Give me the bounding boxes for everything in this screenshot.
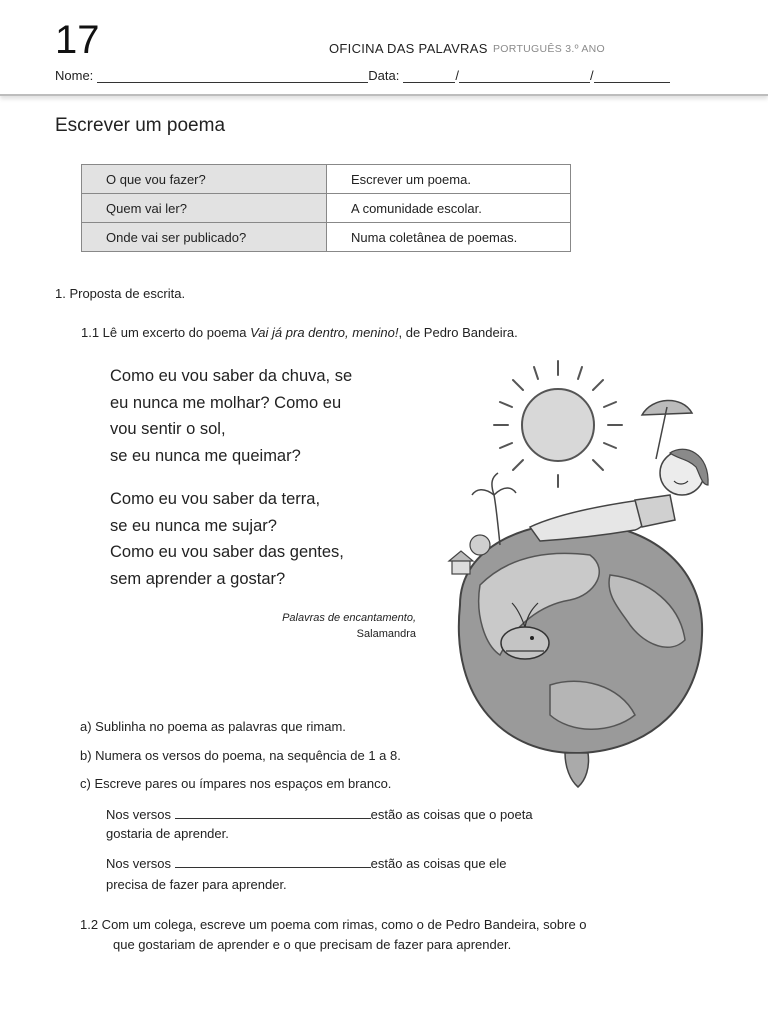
poem-stanza-2 (110, 486, 344, 592)
table-row (82, 194, 571, 223)
table-row (82, 165, 571, 194)
sentence-text: estão as coisas que o poeta (370, 807, 533, 822)
name-field-line[interactable] (97, 69, 368, 83)
poem-verse: Como eu vou saber da chuva, se (110, 367, 353, 385)
poem-source-publisher: Salamandra (356, 628, 416, 640)
sentence-text: Nos versos (106, 856, 172, 871)
task-c: c) Escreve pares ou ímpares nos espaços em branco. (80, 776, 392, 791)
instruction-text: 1.1 Lê um excerto do poema (81, 325, 251, 340)
poem-source-book: Palavras de encantamento, (282, 612, 416, 624)
name-label: Nome: (55, 68, 94, 83)
poem-verse: Como eu vou saber das gentes, (110, 543, 344, 561)
sentence-text: estão as coisas que ele (370, 856, 507, 871)
task-c-sentence-1-cont: gostaria de aprender. (106, 826, 229, 841)
table-question: Quem vai ler? (82, 194, 327, 223)
date-label: Data: (368, 68, 400, 83)
date-day-line[interactable] (403, 69, 455, 83)
date-year-line[interactable] (594, 69, 670, 83)
page-header (0, 0, 768, 96)
date-separator: / (590, 68, 594, 83)
poem-verse: sem aprender a gostar? (110, 569, 286, 588)
table-row (82, 223, 571, 252)
page-number: 17 (55, 18, 100, 62)
poem-verse: se eu nunca me queimar? (110, 446, 301, 465)
sun-icon (494, 361, 622, 487)
poem-verse: Como eu vou saber da terra, (110, 490, 321, 508)
table-answer: Numa coletânea de poemas. (327, 223, 571, 252)
task-c-sentence-2 (106, 855, 507, 871)
poem-verse: se eu nunca me sujar? (110, 516, 277, 535)
poem-title: Vai já pra dentro, menino! (250, 325, 399, 340)
workbook-subtitle: PORTUGUÊS 3.º ANO (493, 43, 606, 55)
exercise-1-label: 1. Proposta de escrita. (55, 286, 186, 301)
table-answer: Escrever um poema. (327, 165, 571, 194)
date-separator: / (455, 68, 459, 83)
palm-tree-icon (472, 473, 516, 545)
answer-blank[interactable] (175, 855, 371, 868)
poem-stanza-1 (110, 363, 352, 469)
globe-girl-illustration (420, 355, 710, 805)
table-answer: A comunidade escolar. (327, 194, 571, 223)
poem-verse: vou sentir o sol, (110, 420, 226, 438)
task-c-sentence-1 (106, 806, 533, 822)
globe-icon (459, 523, 702, 787)
exercise-1-2-line-1: 1.2 Com um colega, escreve um poema com rimas, como o de Pedro Bandeira, sobre o (80, 917, 587, 932)
girl-icon (530, 449, 708, 541)
exercise-1-1-instruction (81, 325, 518, 340)
table-question: O que vou fazer? (82, 165, 327, 194)
sentence-text: Nos versos (106, 807, 172, 822)
task-b: b) Numera os versos do poema, na sequência de 1 a 8. (80, 748, 401, 763)
workbook-title: OFICINA DAS PALAVRAS (329, 41, 488, 56)
date-month-line[interactable] (459, 69, 590, 83)
writing-plan-table (81, 164, 571, 252)
answer-blank[interactable] (175, 806, 371, 819)
task-a: a) Sublinha no poema as palavras que rimam. (80, 719, 346, 734)
poem-verse: eu nunca me molhar? Como eu (110, 393, 342, 412)
exercise-1-2-line-2: que gostariam de aprender e o que precisam de fazer para aprender. (113, 937, 512, 952)
name-date-row (55, 68, 670, 83)
instruction-text: , de Pedro Bandeira. (398, 325, 518, 340)
table-question: Onde vai ser publicado? (82, 223, 327, 252)
task-c-sentence-2-cont: precisa de fazer para aprender. (106, 877, 287, 892)
section-title: Escrever um poema (55, 115, 226, 136)
